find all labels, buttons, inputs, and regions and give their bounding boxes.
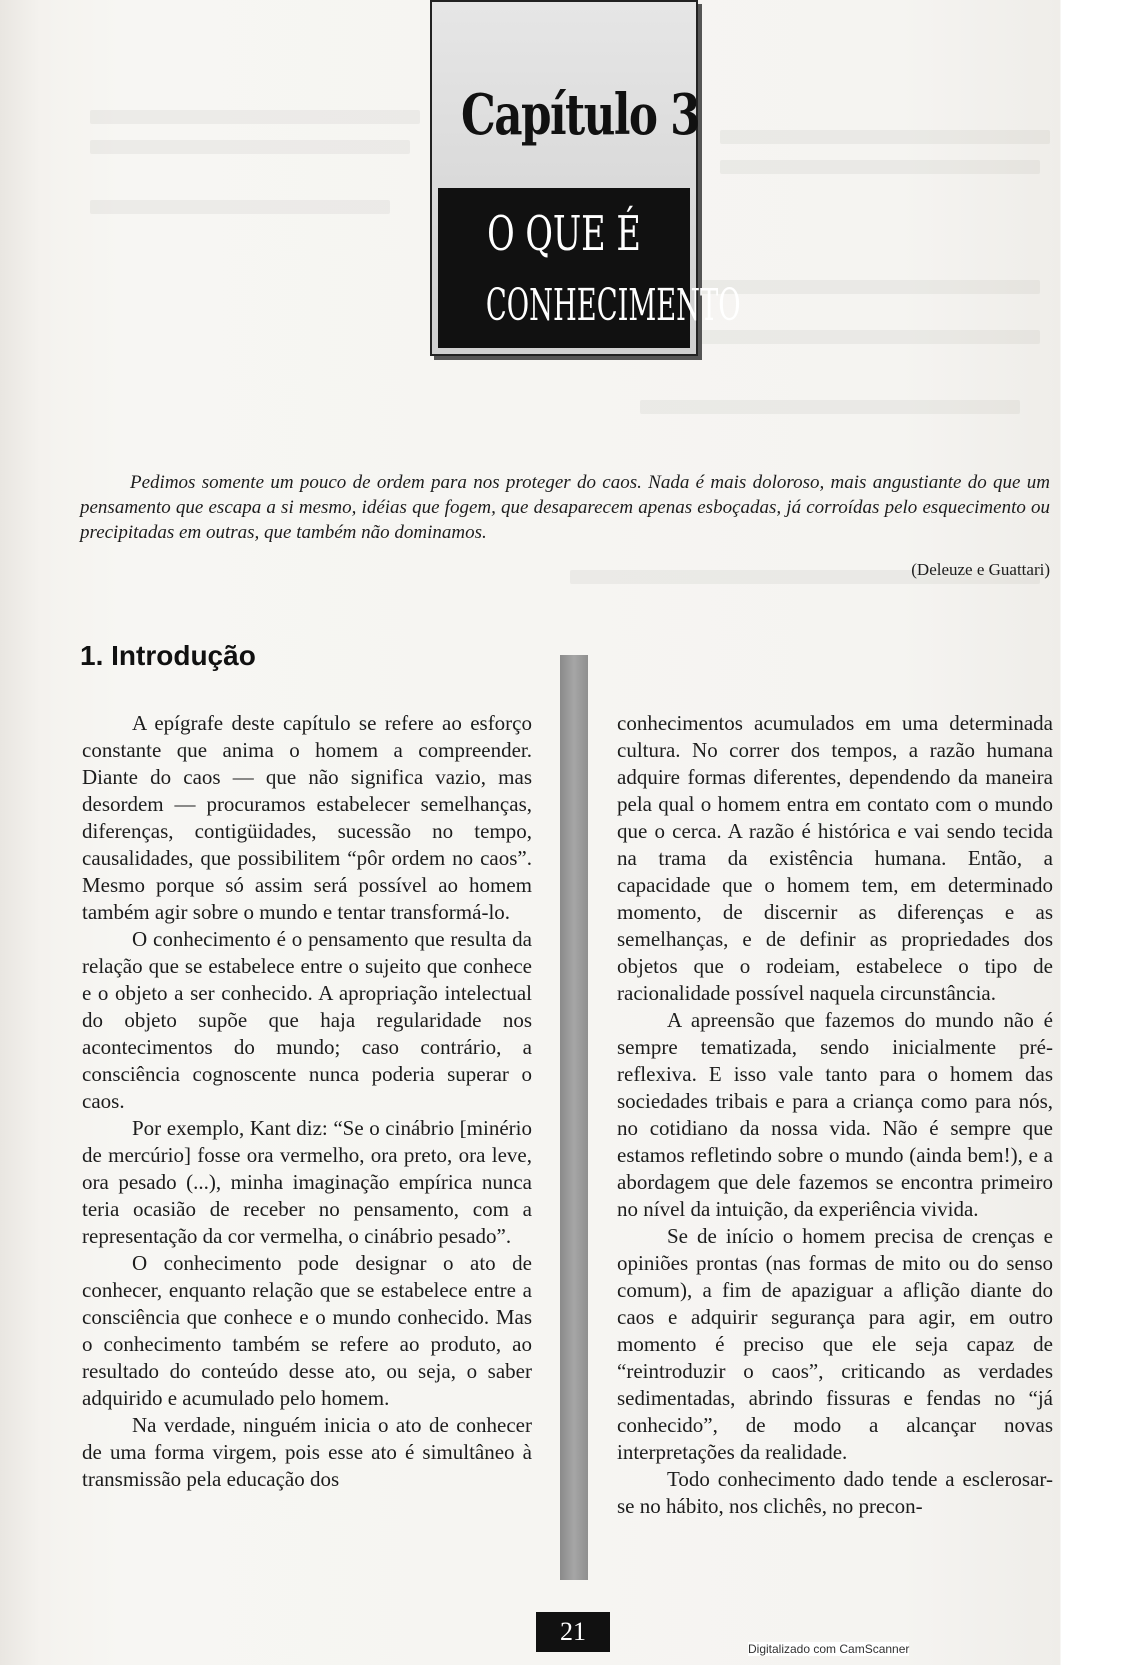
paragraph: Por exemplo, Kant diz: “Se o cinábrio [minério de mercúrio] fosse ora vermelho, ora preto, ora leve, ora pesado (...), minha imaginação empírica nunca teria ocasião de receber no pensamento, com a representação da cor vermelha, o cinábrio pesado”. (82, 1116, 532, 1248)
left-column (82, 710, 532, 1493)
right-column (617, 710, 1053, 1520)
page-number: 21 (536, 1612, 610, 1652)
scanner-watermark: Digitalizado com CamScanner (748, 1642, 910, 1656)
epigraph-text: Pedimos somente um pouco de ordem para nos proteger do caos. Nada é mais doloroso, mais angustiante do que um pensamento que escapa a si mesmo, idéias que fogem, que desaparecem apenas esboçadas, já corroídas pelo esquecimento ou precipitadas em outras, que também não dominamos. (80, 472, 1050, 543)
paragraph: Todo conhecimento dado tende a esclerosar-se no hábito, nos clichês, no precon- (617, 1467, 1053, 1518)
section-title: 1. Introdução (80, 640, 256, 671)
paragraph: O conhecimento é o pensamento que resulta da relação que se estabelece entre o sujeito que conhece e o objeto a ser conhecido. A apropriação intelectual do objeto supõe que haja regularidade nos acontecimentos do mundo; caso contrário, a consciência cognoscente nunca poderia superar o caos. (82, 927, 532, 1113)
paragraph: conhecimentos acumulados em uma determinada cultura. No correr dos tempos, a razão humana adquire formas diferentes, dependendo da maneira pela qual o homem entra em contato com o mundo que o cerca. A razão é histórica e vai sendo tecida na trama da existência humana. Então, a capacidade que o homem tem, em determinado momento, de discernir as diferenças e as semelhanças, e de definir as propriedades dos objetos que o rodeiam, estabelece o tipo de racionalidade possível naquela circunstância. (617, 711, 1053, 1005)
chapter-title-line1: O QUE É (487, 206, 641, 262)
epigraph (80, 470, 1050, 545)
epigraph-author: (Deleuze e Guattari) (911, 560, 1050, 579)
paragraph: A apreensão que fazemos do mundo não é sempre tematizada, sendo inicialmente pré-reflexiva. E isso vale tanto para o homem das sociedades tribais e para a criança como para nós, no cotidiano da nossa vida. Não é sempre que estamos refletindo sobre o mundo (ainda bem!), e a abordagem que dele fazemos se encontra primeiro no nível da intuição, da experiência vivida. (617, 1008, 1053, 1221)
paragraph: A epígrafe deste capítulo se refere ao esforço constante que anima o homem a compreender. Diante do caos — que não significa vazio, mas desordem — procuramos estabelecer semelhanças, diferenças, contigüidades, sucessão no tempo, causalidades, que possibilitem “pôr ordem no caos”. Mesmo porque só assim será possível ao homem também agir sobre o mundo e tentar transformá-lo. (82, 711, 532, 924)
paragraph: Na verdade, ninguém inicia o ato de conhecer de uma forma virgem, pois esse ato é simultâneo à transmissão pela educação dos (82, 1413, 532, 1491)
chapter-label: Capítulo 3 (461, 82, 699, 148)
paragraph: Se de início o homem precisa de crenças e opiniões prontas (nas formas de mito ou do senso comum), a fim de apaziguar a aflição diante do caos e adquirir segurança para agir, em outro momento é preciso que ele seja capaz de “reintroduzir o caos”, criticando as verdades sedimentadas, abrindo fissuras e fendas no “já conhecido”, de modo a alcançar novas interpretações da realidade. (617, 1224, 1053, 1464)
column-divider-bar (560, 655, 588, 1580)
paragraph: O conhecimento pode designar o ato de conhecer, enquanto relação que se estabelece entre a consciência que conhece e o mundo conhecido. Mas o conhecimento também se refere ao produto, ao resultado do conteúdo desse ato, ou seja, o saber adquirido e acumulado pelo homem. (82, 1251, 532, 1410)
chapter-header (430, 0, 741, 356)
chapter-title-block (438, 188, 741, 348)
chapter-title-line2: CONHECIMENTO (485, 280, 741, 331)
